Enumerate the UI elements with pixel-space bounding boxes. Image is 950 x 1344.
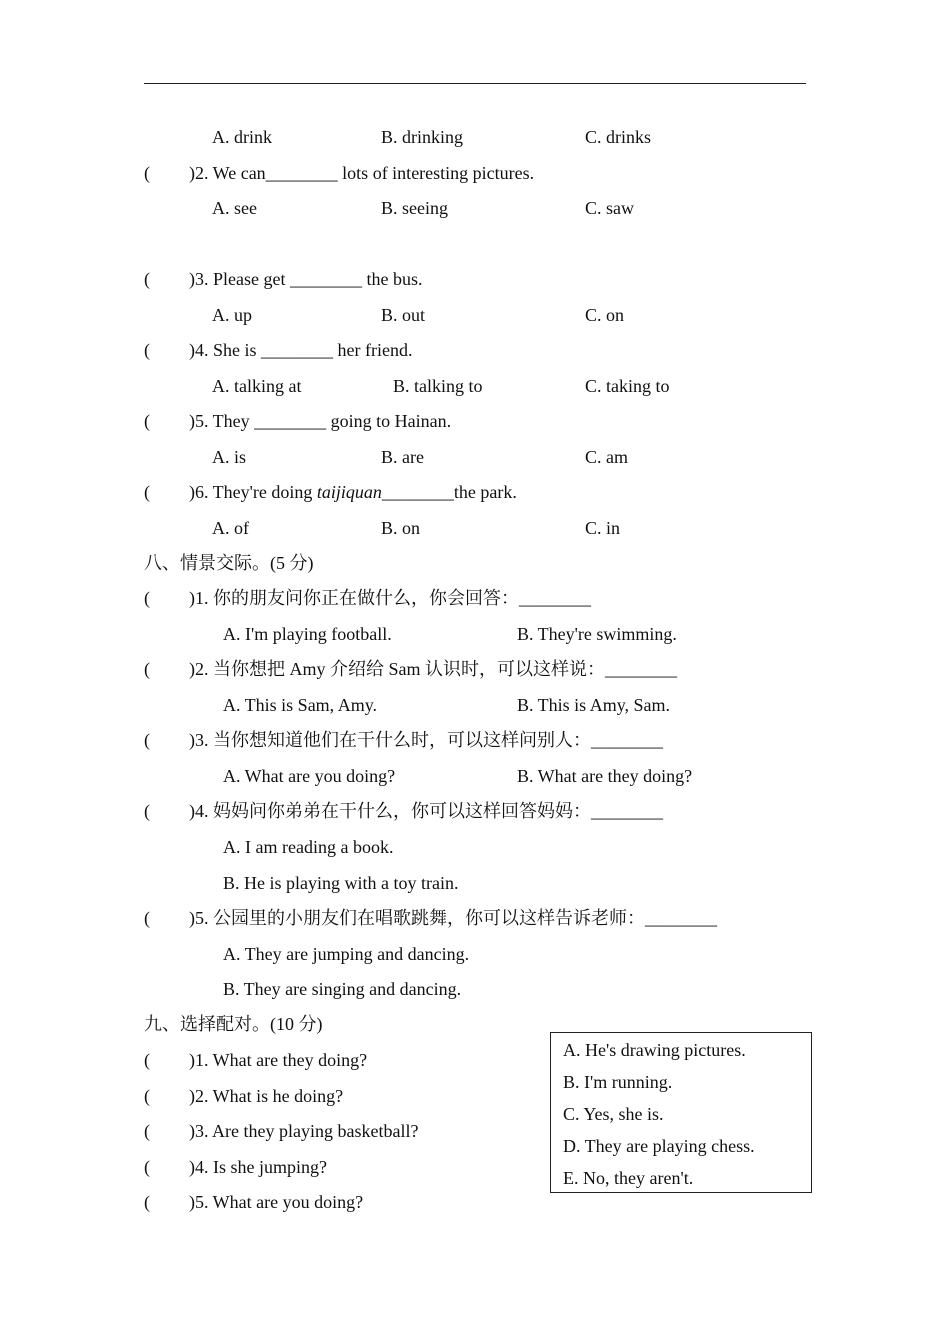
q4-option-b: B. talking to xyxy=(393,376,483,396)
q4-text: )4. She is ________ her friend. xyxy=(189,340,413,360)
q5-paren: ( xyxy=(144,411,150,431)
s8-q4-option-b: B. He is playing with a toy train. xyxy=(223,873,459,893)
s9-q3-text: )3. Are they playing basketball? xyxy=(189,1121,419,1141)
q3-option-b: B. out xyxy=(381,305,426,325)
header-rule xyxy=(144,83,806,84)
answer-c: C. Yes, she is. xyxy=(563,1104,664,1124)
q3-paren: ( xyxy=(144,269,150,289)
s8-q1-text: )1. 你的朋友问你正在做什么，你会回答：________ xyxy=(189,588,591,608)
s8-q3-text: )3. 当你想知道他们在干什么时，可以这样问别人：________ xyxy=(189,730,663,750)
q2-text: )2. We can________ lots of interesting pictures. xyxy=(189,163,535,183)
s8-q5-option-a: A. They are jumping and dancing. xyxy=(223,944,470,964)
s9-q1-paren: ( xyxy=(144,1050,150,1070)
s8-q4-paren: ( xyxy=(144,801,150,821)
q1-option-a: A. drink xyxy=(212,127,272,147)
q5-text: )5. They ________ going to Hainan. xyxy=(189,411,452,431)
q6-text xyxy=(189,481,517,503)
q4-option-c: C. taking to xyxy=(585,376,670,396)
q3-option-c: C. on xyxy=(585,305,625,325)
s8-q1-paren: ( xyxy=(144,588,150,608)
q6-paren: ( xyxy=(144,482,150,502)
s8-q2-option-b: B. This is Amy, Sam. xyxy=(517,695,671,715)
s8-q3-option-a: A. What are you doing? xyxy=(223,766,396,786)
q6-text-b: ________the park. xyxy=(381,482,517,502)
q1-option-c: C. drinks xyxy=(585,127,652,147)
s8-q2-text: )2. 当你想把 Amy 介绍给 Sam 认识时，可以这样说：________ xyxy=(189,659,677,679)
s8-q5-text: )5. 公园里的小朋友们在唱歌跳舞，你可以这样告诉老师：________ xyxy=(189,908,717,928)
s9-q3-paren: ( xyxy=(144,1121,150,1141)
s9-q2-paren: ( xyxy=(144,1086,150,1106)
answer-d: D. They are playing chess. xyxy=(563,1136,755,1156)
s8-q2-option-a: A. This is Sam, Amy. xyxy=(223,695,378,715)
section9-title: 九、选择配对。(10 分) xyxy=(144,1014,323,1034)
q2-option-b: B. seeing xyxy=(381,198,448,218)
q6-text-italic: taijiquan xyxy=(316,482,382,502)
q6-option-a: A. of xyxy=(212,518,249,538)
s8-q2-paren: ( xyxy=(144,659,150,679)
q6-text-a: )6. They're doing xyxy=(189,482,317,502)
s9-q2-text: )2. What is he doing? xyxy=(189,1086,344,1106)
s9-q1-text: )1. What are they doing? xyxy=(189,1050,368,1070)
answer-box xyxy=(550,1032,812,1193)
answer-b: B. I'm running. xyxy=(563,1072,673,1092)
q5-option-b: B. are xyxy=(381,447,424,467)
section8-title: 八、情景交际。(5 分) xyxy=(144,553,314,573)
s8-q3-paren: ( xyxy=(144,730,150,750)
answer-a: A. He's drawing pictures. xyxy=(563,1040,746,1060)
q4-option-a: A. talking at xyxy=(212,376,302,396)
s8-q4-option-a: A. I am reading a book. xyxy=(223,837,394,857)
s8-q4-text: )4. 妈妈问你弟弟在干什么，你可以这样回答妈妈：________ xyxy=(189,801,663,821)
q5-option-a: A. is xyxy=(212,447,247,467)
q5-option-c: C. am xyxy=(585,447,628,467)
s9-q5-text: )5. What are you doing? xyxy=(189,1192,364,1212)
q3-option-a: A. up xyxy=(212,305,252,325)
answer-e: E. No, they aren't. xyxy=(563,1168,694,1188)
s8-q3-option-b: B. What are they doing? xyxy=(517,766,693,786)
q2-option-a: A. see xyxy=(212,198,257,218)
s9-q5-paren: ( xyxy=(144,1192,150,1212)
q2-option-c: C. saw xyxy=(585,198,634,218)
s9-q4-paren: ( xyxy=(144,1157,150,1177)
q1-option-b: B. drinking xyxy=(381,127,464,147)
s8-q1-option-b: B. They're swimming. xyxy=(517,624,677,644)
s8-q1-option-a: A. I'm playing football. xyxy=(223,624,392,644)
q3-text: )3. Please get ________ the bus. xyxy=(189,269,423,289)
s8-q5-paren: ( xyxy=(144,908,150,928)
q6-option-c: C. in xyxy=(585,518,621,538)
s8-q5-option-b: B. They are singing and dancing. xyxy=(223,979,462,999)
q4-paren: ( xyxy=(144,340,150,360)
q2-paren: ( xyxy=(144,163,150,183)
q6-option-b: B. on xyxy=(381,518,421,538)
s9-q4-text: )4. Is she jumping? xyxy=(189,1157,327,1177)
